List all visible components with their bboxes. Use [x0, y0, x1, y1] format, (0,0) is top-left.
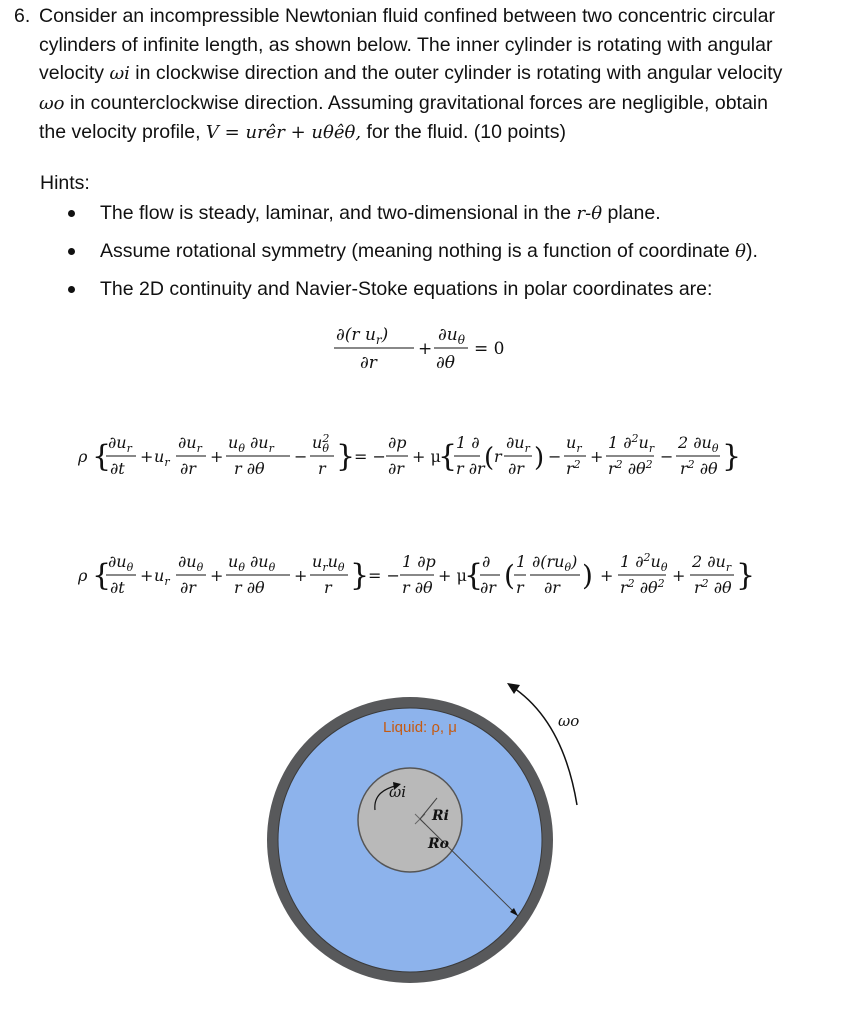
omega-i-label: ωi	[389, 783, 407, 801]
problem-number: 6.	[14, 5, 31, 27]
svg-text:1: 1	[516, 552, 527, 571]
svg-text:ur: $u_r$	[154, 447, 170, 469]
svg-text:(: (	[484, 443, 495, 473]
svg-text:r ∂θ: r ∂θ	[234, 459, 265, 478]
bullet-icon	[68, 248, 75, 255]
svg-text:∂t: ∂t	[110, 459, 125, 478]
svg-text:u2θ: $u^2$ θ	[312, 432, 330, 455]
svg-text:= 0: = 0	[474, 339, 505, 359]
svg-text:{: {	[464, 558, 484, 593]
svg-text:+ μ: + μ	[438, 566, 467, 585]
svg-text:(: (	[504, 559, 515, 592]
svg-text:{: {	[92, 439, 112, 474]
svg-text:∂(ruθ): $\partial(ru_\theta)$	[532, 552, 578, 574]
svg-text:1 ∂2ur: 1 $\partial^2u_r$	[608, 432, 655, 455]
svg-text:1 ∂p: 1 ∂p	[402, 552, 436, 571]
svg-text:r2 ∂θ: $r^2$ ∂θ	[694, 577, 732, 597]
svg-text:+: +	[140, 447, 154, 466]
bullet-icon	[68, 286, 75, 293]
bullet-icon	[68, 210, 75, 217]
problem-line-4: ωo in counterclockwise direction. Assuming gravitational forces are negligible, obtain	[39, 91, 768, 114]
continuity-equation	[330, 320, 530, 376]
svg-text:∂r: ∂r	[544, 578, 560, 597]
svg-text:∂: ∂	[482, 552, 491, 571]
svg-text:= −: = −	[354, 447, 386, 466]
theta-momentum-equation	[78, 545, 808, 603]
svg-text:uθ ∂ur: $u_\theta$ $\partial u_r$	[228, 433, 274, 455]
svg-text:r ∂r: r ∂r	[456, 459, 485, 478]
svg-text:1 ∂2uθ: 1 $\partial^2u_\theta$	[620, 551, 668, 574]
velocity-formula: V = urêr + uθêθ,	[205, 122, 362, 144]
omega-o-symbol: ωo	[39, 92, 65, 114]
svg-text:∂r: ∂r	[508, 459, 524, 478]
ri-label: Ri	[432, 808, 449, 824]
hints-list	[64, 198, 758, 312]
liquid-label: Liquid: ρ, μ	[383, 719, 457, 736]
svg-text:r: r	[494, 447, 502, 466]
omega-i-symbol: ωi	[109, 63, 130, 85]
problem-line-1: Consider an incompressible Newtonian fluid confined between two concentric circular	[39, 5, 775, 27]
svg-text:+: +	[600, 566, 614, 585]
svg-text:{: {	[92, 558, 112, 593]
svg-text:ρ: ρ	[78, 566, 88, 585]
svg-text:): )	[582, 559, 593, 592]
svg-text:r: r	[318, 459, 326, 478]
svg-text:∂(r ur): ∂(r $u_r$)	[336, 325, 389, 347]
svg-text:∂uθ: $\partial u_\theta$	[108, 552, 134, 574]
svg-text:−: −	[660, 447, 674, 466]
hints-title: Hints:	[40, 172, 90, 194]
svg-text:−: −	[548, 447, 562, 466]
svg-text:}: }	[722, 439, 742, 474]
svg-text:2 ∂ur: 2 $\partial u_r$	[692, 552, 732, 574]
problem-line-3: velocity ωi in clockwise direction and the outer cylinder is rotating with angular velocity	[39, 62, 783, 85]
hint-item: The 2D continuity and Navier-Stoke equations in polar coordinates are:	[64, 274, 758, 312]
svg-text:}: }	[336, 439, 356, 474]
svg-text:r2 ∂θ2: $r^2$ $\partial\theta^2$	[620, 577, 665, 597]
svg-text:ρ: ρ	[78, 447, 88, 466]
omega-o-label: ωo	[558, 712, 580, 730]
svg-text:ur: $u_r$	[566, 433, 582, 455]
svg-text:+ μ: + μ	[412, 447, 441, 466]
svg-text:2 ∂uθ: 2 $\partial u_\theta$	[678, 433, 719, 455]
hint-item: Assume rotational symmetry (meaning nothing is a function of coordinate θ).	[64, 236, 758, 274]
svg-text:∂θ: ∂θ	[436, 353, 456, 373]
svg-text:1 ∂: 1 ∂	[456, 433, 480, 452]
svg-text:∂uθ: $\partial u_\theta$	[438, 325, 465, 347]
svg-text:∂p: ∂p	[388, 433, 407, 452]
svg-text:+: +	[590, 447, 604, 466]
svg-text:uθ ∂uθ: $u_\theta$ $\partial u_\theta$	[228, 552, 276, 574]
svg-text:r: r	[324, 578, 332, 597]
svg-text:r2 ∂θ2: $r^2$ $\partial\theta^2$	[608, 458, 653, 478]
svg-text:= −: = −	[368, 566, 400, 585]
svg-text:uruθ: $u_ru_\theta$	[312, 552, 345, 574]
svg-text:∂ur: $\partial u_r$	[108, 433, 132, 455]
svg-text:∂ur: $\partial u_r$	[506, 433, 530, 455]
svg-text:∂ur: $\partial u_r$	[178, 433, 202, 455]
svg-text:r ∂θ: r ∂θ	[402, 578, 433, 597]
svg-text:∂r: ∂r	[388, 459, 404, 478]
svg-text:}: }	[736, 558, 756, 593]
svg-text:∂r: ∂r	[180, 578, 196, 597]
svg-text:{: {	[438, 439, 458, 474]
problem-line-5: the velocity profile, V = urêr + uθêθ, for the fluid. (10 points)	[39, 121, 566, 144]
svg-text:+: +	[210, 566, 224, 585]
svg-text:}: }	[350, 558, 370, 593]
r-momentum-equation	[78, 428, 778, 484]
svg-text:∂r: ∂r	[480, 578, 496, 597]
svg-text:∂t: ∂t	[110, 578, 125, 597]
svg-text:): )	[534, 443, 545, 473]
hint-item: The flow is steady, laminar, and two-dimensional in the r-θ plane.	[64, 198, 758, 236]
svg-text:+: +	[294, 566, 308, 585]
svg-text:ur: $u_r$	[154, 566, 170, 588]
svg-text:r2 ∂θ: $r^2$ ∂θ	[680, 458, 718, 478]
svg-text:r: r	[516, 578, 524, 597]
ro-label: Ro	[428, 836, 449, 852]
svg-text:+: +	[672, 566, 686, 585]
problem-line-2: cylinders of infinite length, as shown below. The inner cylinder is rotating with angular	[39, 33, 773, 56]
svg-text:r2: $r^2$	[566, 458, 581, 478]
svg-text:+: +	[140, 566, 154, 585]
svg-text:+: +	[418, 339, 433, 359]
problem-statement	[14, 2, 838, 148]
svg-text:+: +	[210, 447, 224, 466]
svg-text:∂uθ: $\partial u_\theta$	[178, 552, 204, 574]
svg-text:∂r: ∂r	[180, 459, 196, 478]
svg-text:∂r: ∂r	[360, 353, 377, 373]
svg-text:r ∂θ: r ∂θ	[234, 578, 265, 597]
svg-text:−: −	[294, 447, 308, 466]
